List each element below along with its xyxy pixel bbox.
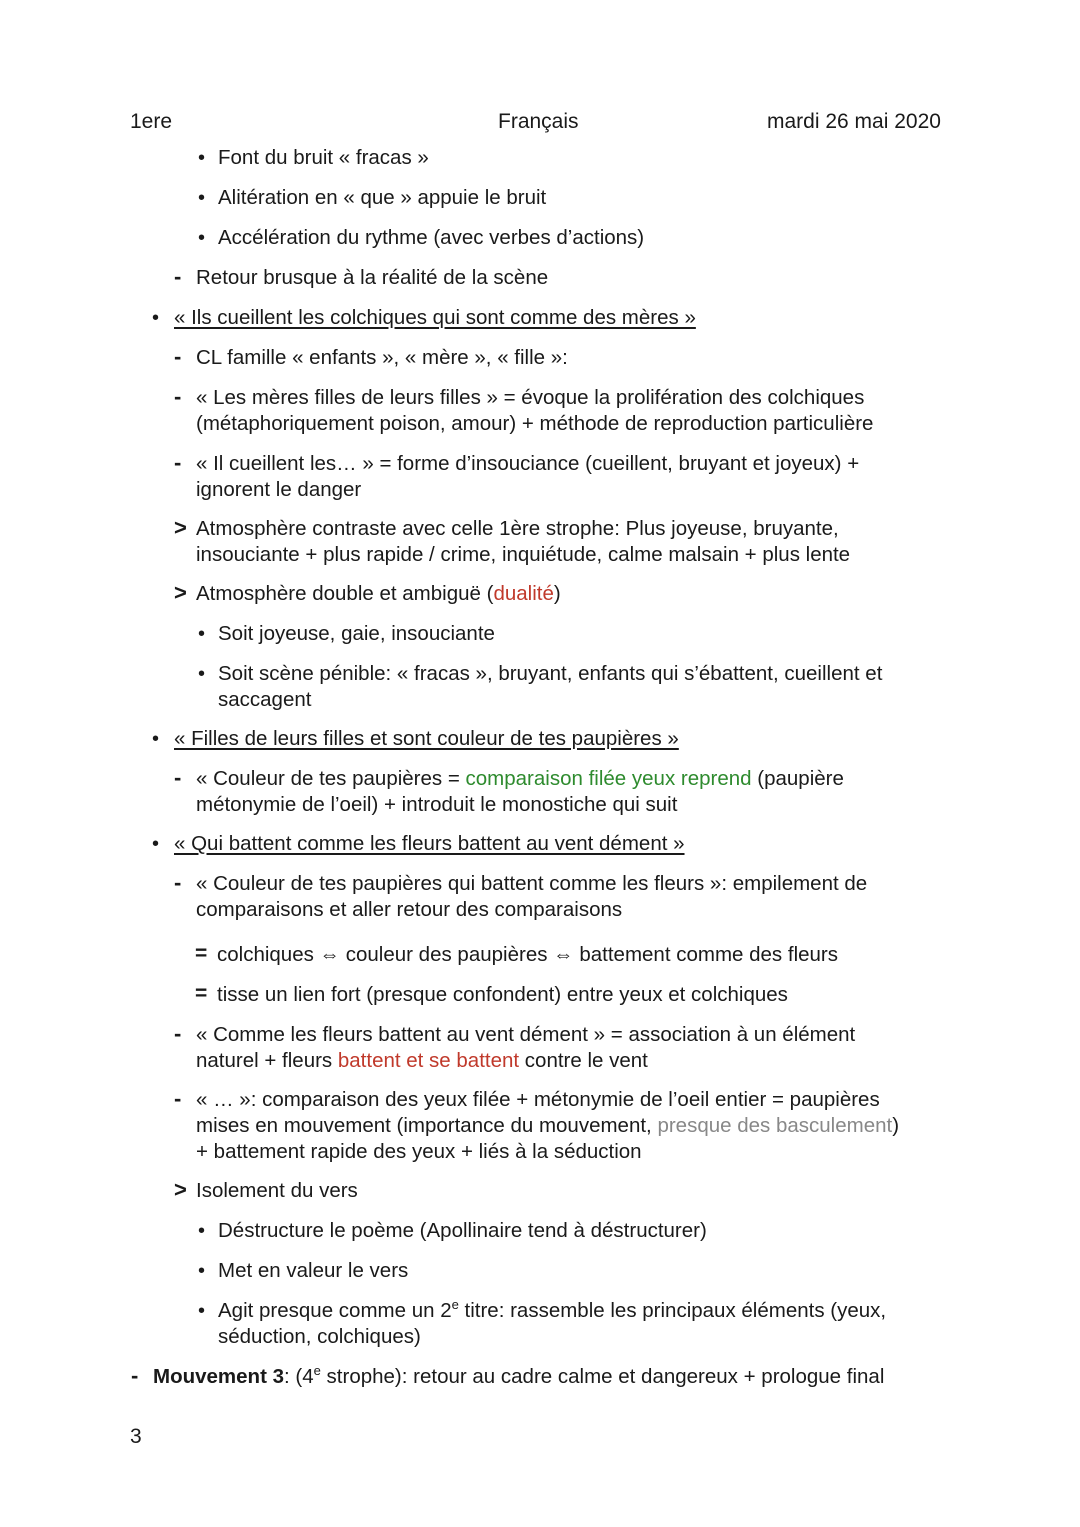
- bullet-marker: •: [198, 623, 206, 645]
- text-line: ignorent le danger: [196, 478, 362, 501]
- equals-marker: =: [195, 982, 208, 1005]
- dash-marker: -: [174, 1021, 182, 1046]
- header-class: 1ere: [130, 110, 173, 133]
- text-line: tisse un lien fort (presque confondent) entre yeux et colchiques: [217, 983, 788, 1006]
- equals-marker: =: [195, 942, 208, 965]
- text-line: comparaisons et aller retour des comparaisons: [196, 898, 623, 921]
- bullet-marker: •: [198, 1220, 206, 1242]
- bold-label: Mouvement 3: [153, 1365, 284, 1388]
- page-number: 3: [130, 1425, 142, 1448]
- dash-marker: -: [174, 765, 182, 790]
- text-line: Soit joyeuse, gaie, insouciante: [218, 622, 495, 645]
- text-segment: mises en mouvement (importance du mouvement,: [196, 1114, 658, 1137]
- text-line: métonymie de l’oeil) + introduit le monostiche qui suit: [196, 793, 678, 816]
- text-segment: (paupière: [751, 767, 844, 790]
- text-line: [196, 1113, 899, 1139]
- text-line: Accélération du rythme (avec verbes d’actions): [218, 226, 645, 249]
- dash-marker: -: [174, 1086, 182, 1111]
- bullet-marker: •: [198, 227, 206, 249]
- dash-marker: -: [174, 384, 182, 409]
- text-line: [153, 1364, 884, 1390]
- text-line: saccagent: [218, 688, 312, 711]
- header-date: mardi 26 mai 2020: [767, 110, 941, 133]
- text-line: « Il cueillent les… » = forme d’insouciance (cueillent, bruyant et joyeux) +: [196, 452, 860, 475]
- bullet-marker: •: [198, 663, 206, 685]
- text-segment: ): [892, 1114, 900, 1137]
- text-line: Retour brusque à la réalité de la scène: [196, 266, 549, 289]
- text-line: Atmosphère contraste avec celle 1ère strophe: Plus joyeuse, bruyante,: [196, 517, 839, 540]
- text-segment: Atmosphère double et ambiguë (: [196, 582, 494, 605]
- superscript: e: [313, 1363, 321, 1379]
- highlight-green: comparaison filée yeux reprend: [465, 767, 752, 790]
- highlight-grey: presque des basculement: [657, 1114, 893, 1137]
- text-line: [196, 581, 561, 607]
- text-segment: ): [553, 582, 561, 605]
- arrow-marker: >: [174, 1177, 187, 1202]
- bullet-marker: •: [198, 1260, 206, 1282]
- highlight-red: battent et se battent: [337, 1049, 520, 1072]
- text-line: Isolement du vers: [196, 1179, 358, 1202]
- bullet-marker: •: [198, 147, 206, 169]
- quote-heading: « Filles de leurs filles et sont couleur de tes paupières »: [174, 727, 679, 750]
- text-line: Déstructure le poème (Apollinaire tend à déstructurer): [218, 1219, 707, 1242]
- quote-heading: « Qui battent comme les fleurs battent au vent dément »: [174, 832, 685, 855]
- text-line: + battement rapide des yeux + liés à la séduction: [196, 1140, 642, 1163]
- text-line: Met en valeur le vers: [218, 1259, 409, 1282]
- text-line: « Comme les fleurs battent au vent dément » = association à un élément: [196, 1023, 856, 1046]
- dash-marker: -: [174, 264, 182, 289]
- arrow-marker: >: [174, 515, 187, 540]
- text-line: séduction, colchiques): [218, 1325, 421, 1348]
- text-line: [218, 1298, 886, 1324]
- dash-marker: -: [131, 1363, 139, 1388]
- bullet-marker: •: [152, 307, 160, 329]
- text-line: colchiques ⇔ couleur des paupières ⇔ battement comme des fleurs: [217, 943, 839, 966]
- text-line: Font du bruit « fracas »: [218, 146, 429, 169]
- highlight-red: dualité: [493, 582, 554, 605]
- text-line: « Couleur de tes paupières qui battent comme les fleurs »: empilement de: [196, 872, 868, 895]
- text-line: « Les mères filles de leurs filles » = évoque la prolifération des colchiques: [196, 386, 865, 409]
- text-line: [196, 1048, 648, 1074]
- text-line: « … »: comparaison des yeux filée + métonymie de l’oeil entier = paupières: [196, 1088, 880, 1111]
- header-subject: Français: [498, 110, 579, 133]
- text-line: CL famille « enfants », « mère », « fille »:: [196, 346, 568, 369]
- text-line: Alitération en « que » appuie le bruit: [218, 186, 547, 209]
- bullet-marker: •: [198, 1300, 206, 1322]
- bullet-marker: •: [198, 187, 206, 209]
- text-segment: : (4: [284, 1365, 314, 1388]
- text-line: [196, 766, 844, 792]
- bullet-marker: •: [152, 833, 160, 855]
- text-line: (métaphoriquement poison, amour) + méthode de reproduction particulière: [196, 412, 874, 435]
- arrow-marker: >: [174, 580, 187, 605]
- text-line: insouciante + plus rapide / crime, inquiétude, calme malsain + plus lente: [196, 543, 851, 566]
- text-line: Soit scène pénible: « fracas », bruyant, enfants qui s’ébattent, cueillent et: [218, 662, 883, 685]
- text-segment: naturel + fleurs: [196, 1049, 338, 1072]
- text-segment: titre: rassemble les principaux éléments (yeux,: [458, 1299, 887, 1322]
- text-segment: Agit presque comme un 2: [218, 1299, 452, 1322]
- dash-marker: -: [174, 344, 182, 369]
- text-segment: strophe): retour au cadre calme et dangereux + prologue final: [320, 1365, 885, 1388]
- superscript: e: [451, 1297, 459, 1313]
- dash-marker: -: [174, 870, 182, 895]
- bullet-marker: •: [152, 728, 160, 750]
- dash-marker: -: [174, 450, 182, 475]
- text-segment: « Couleur de tes paupières =: [196, 767, 466, 790]
- quote-heading: « Ils cueillent les colchiques qui sont comme des mères »: [174, 306, 696, 329]
- text-segment: contre le vent: [519, 1049, 648, 1072]
